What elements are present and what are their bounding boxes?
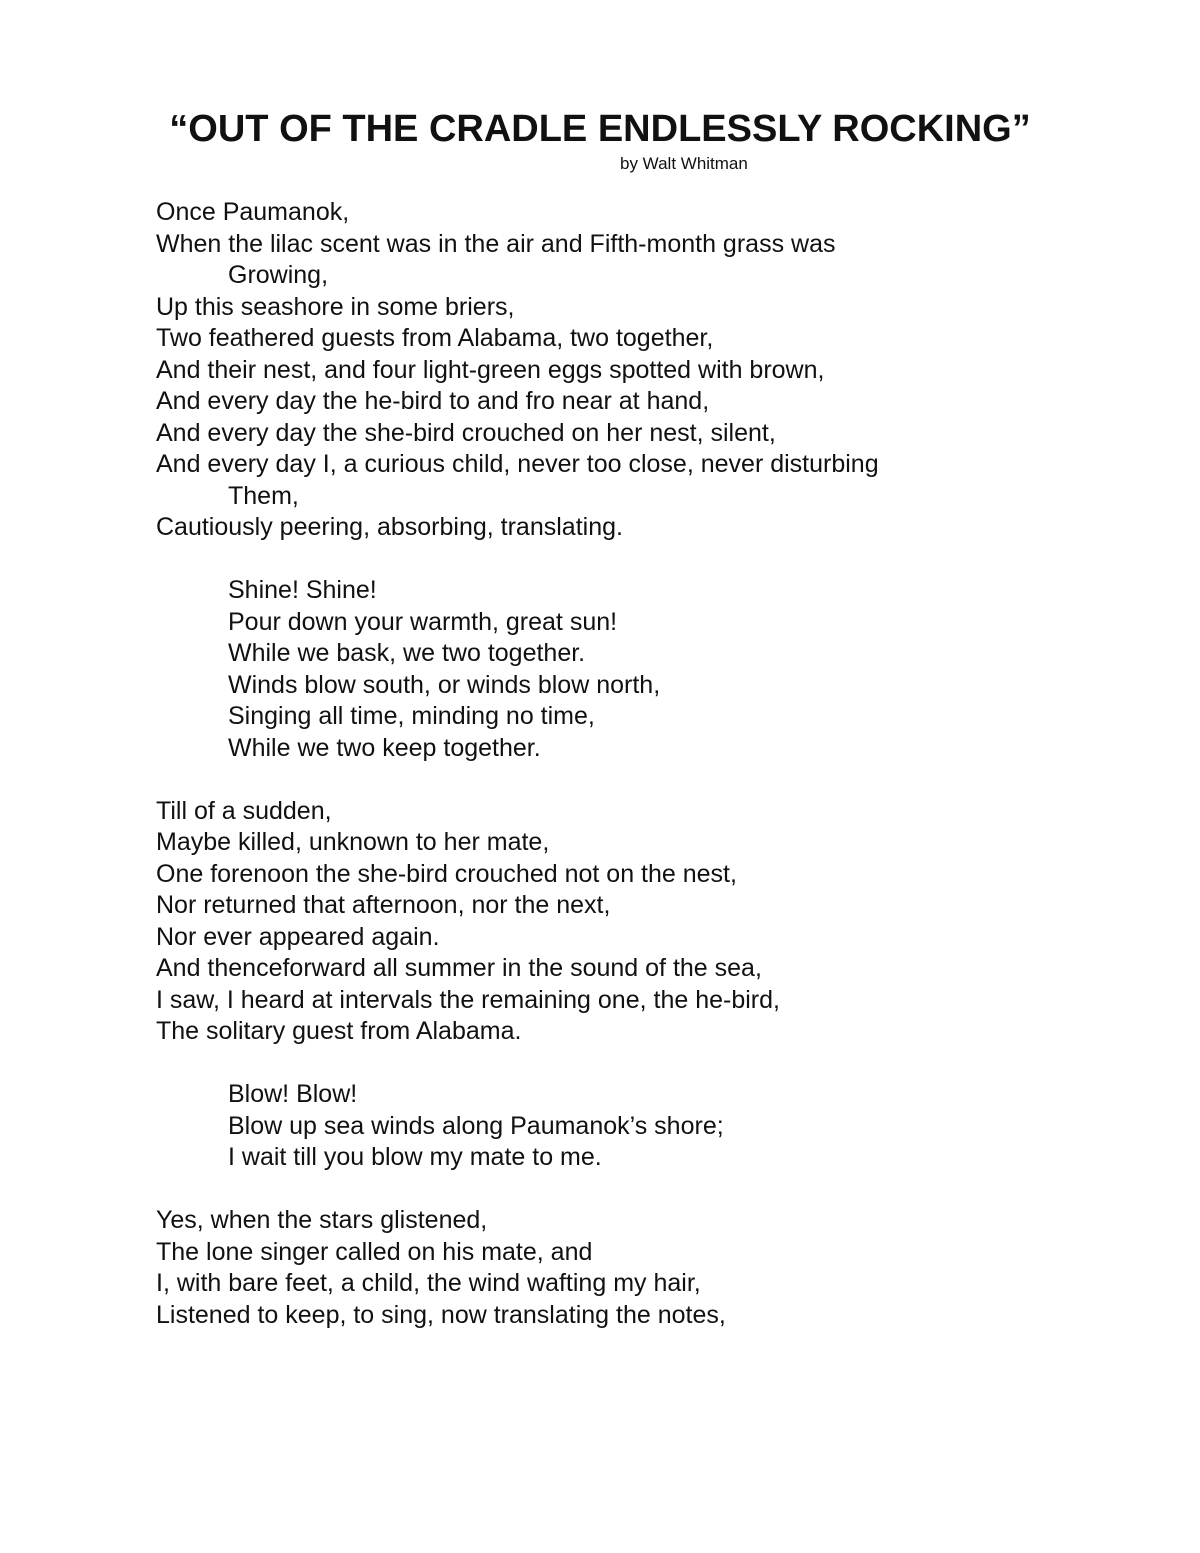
poem-line: Listened to keep, to sing, now translating the notes, <box>156 1300 726 1329</box>
poem-line: Winds blow south, or winds blow north, <box>228 670 661 699</box>
poem-line: And every day the he-bird to and fro near at hand, <box>156 387 710 415</box>
poem-line: The solitary guest from Alabama. <box>156 1017 522 1045</box>
poem-line: Pour down your warmth, great sun! <box>228 607 618 636</box>
poem-line: Shine! Shine! <box>228 576 377 604</box>
stanza <box>156 197 1116 544</box>
poem-line: Once Paumanok, <box>156 198 350 226</box>
poem-line: Nor ever appeared again. <box>156 922 440 951</box>
poem-line: Nor returned that afternoon, nor the next, <box>156 891 611 919</box>
poem-line: And their nest, and four light-green eggs spotted with brown, <box>156 355 825 384</box>
poem-line: Blow up sea winds along Paumanok’s shore; <box>228 1111 724 1140</box>
poem-line: I wait till you blow my mate to me. <box>228 1143 602 1171</box>
poem-line: One forenoon the she-bird crouched not on the nest, <box>156 859 737 888</box>
poem-line: Up this seashore in some briers, <box>156 292 515 321</box>
poem-line: Till of a sudden, <box>156 796 332 825</box>
stanza <box>156 1205 1116 1331</box>
poem-line: While we two keep together. <box>228 733 541 762</box>
poem-line: Them, <box>228 481 299 510</box>
poem-byline: by Walt Whitman <box>620 154 748 173</box>
poem-title: “OUT OF THE CRADLE ENDLESSLY ROCKING” <box>169 108 1031 150</box>
poem-line: Growing, <box>228 261 329 289</box>
poem-line: Yes, when the stars glistened, <box>156 1206 488 1234</box>
poem-line: Maybe killed, unknown to her mate, <box>156 828 550 856</box>
poem-line: And every day the she-bird crouched on her nest, silent, <box>156 418 776 447</box>
poem-body <box>156 197 1116 1363</box>
poem-line: The lone singer called on his mate, and <box>156 1237 593 1266</box>
poem-line: Blow! Blow! <box>228 1080 358 1108</box>
poem-line: When the lilac scent was in the air and Fifth-month grass was <box>156 229 836 258</box>
poem-line: And every day I, a curious child, never too close, never disturbing <box>156 450 879 478</box>
stanza <box>156 796 1116 1048</box>
stanza <box>156 1079 1116 1174</box>
stanza <box>156 575 1116 764</box>
poem-line: Two feathered guests from Alabama, two together, <box>156 324 714 352</box>
poem-line: While we bask, we two together. <box>228 639 586 667</box>
poem-line: And thenceforward all summer in the sound of the sea, <box>156 954 762 982</box>
poem-line: I saw, I heard at intervals the remaining one, the he-bird, <box>156 985 780 1014</box>
poem-line: Singing all time, minding no time, <box>228 702 595 730</box>
poem-line: Cautiously peering, absorbing, translating. <box>156 513 623 541</box>
poem-line: I, with bare feet, a child, the wind wafting my hair, <box>156 1269 701 1297</box>
